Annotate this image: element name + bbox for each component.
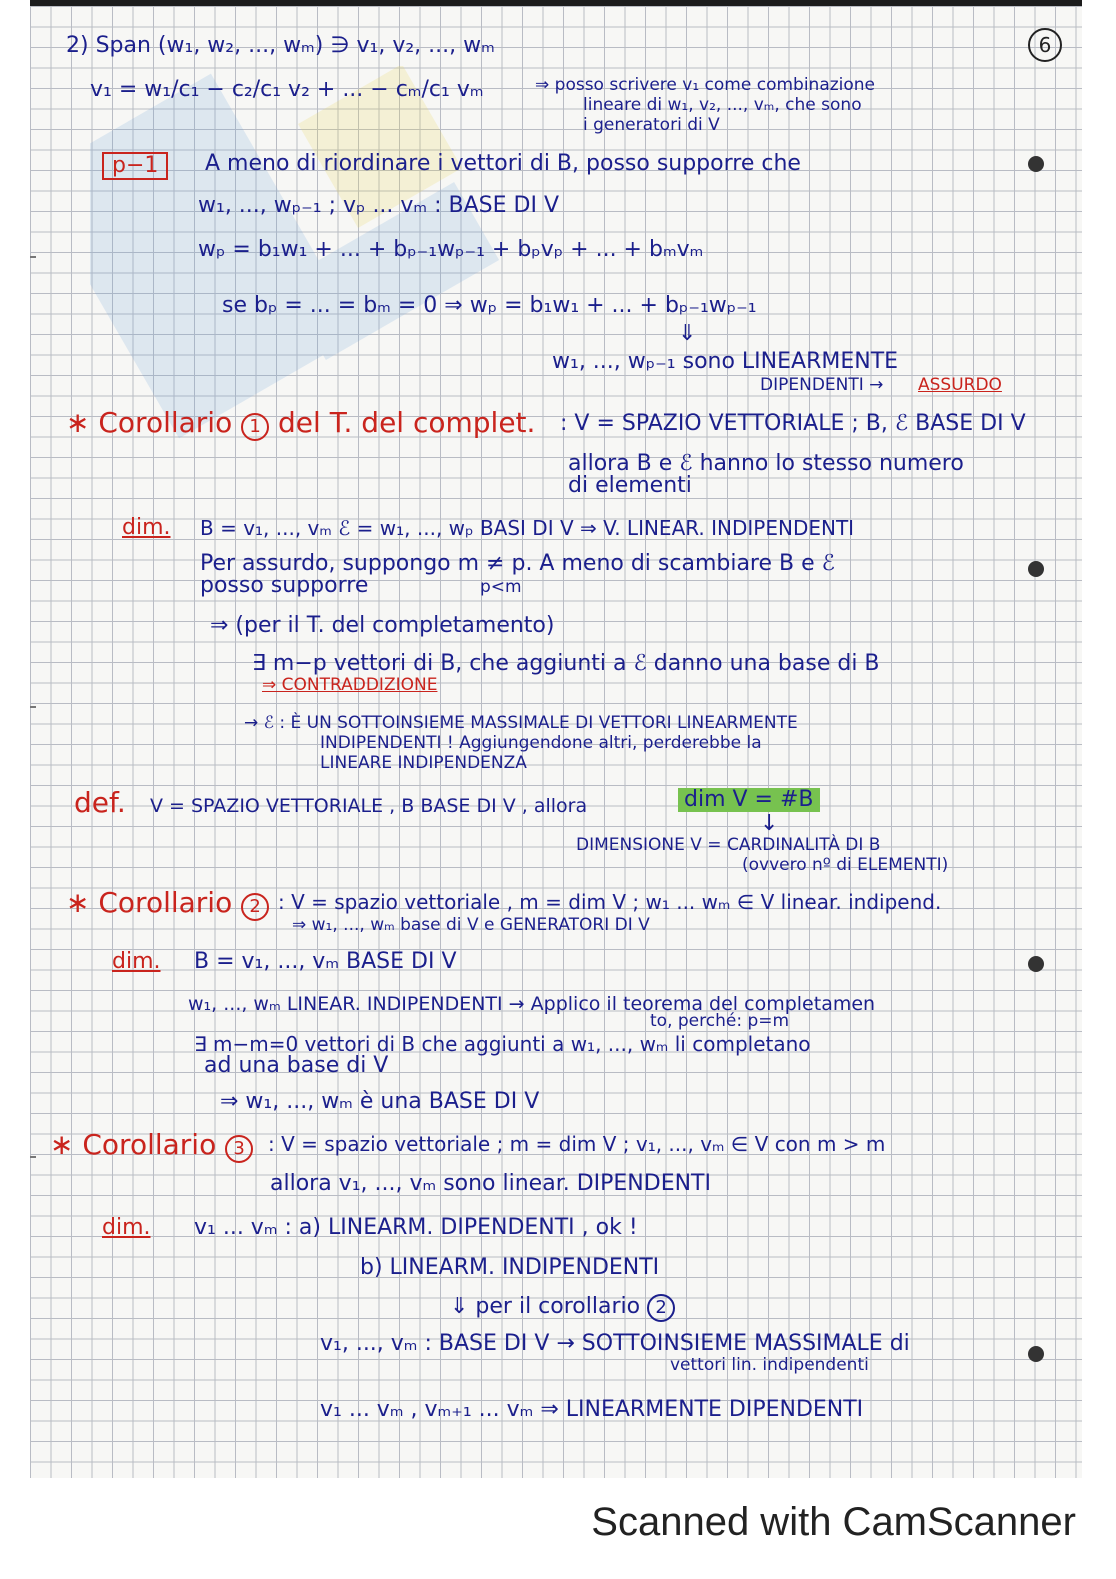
punch-hole	[1028, 561, 1044, 577]
text-line: v₁ ... vₘ , vₘ₊₁ ... vₘ ⇒ LINEARMENTE DIPENDENTI	[320, 1397, 864, 1422]
text-line: A meno di riordinare i vettori di B, posso supporre che	[205, 151, 801, 176]
corollary-reference: 2	[647, 1294, 675, 1322]
text-line: DIMENSIONE V = CARDINALITÀ DI B	[576, 835, 881, 855]
text-line: DIPENDENTI →	[760, 375, 884, 395]
contradiction-label: ⇒ CONTRADDIZIONE	[262, 675, 438, 695]
formula-line: wₚ = b₁w₁ + ... + bₚ₋₁wₚ₋₁ + bₚvₚ + ... + bₘvₘ	[198, 237, 704, 262]
text-line: LINEARE INDIPENDENZA	[320, 753, 527, 773]
page-number: 6	[1028, 28, 1062, 62]
text-line: ⇒ (per il T. del completamento)	[210, 613, 555, 638]
step-label-box: p−1	[102, 152, 168, 180]
definition-label: def.	[74, 786, 126, 819]
corollary-number: 3	[225, 1135, 253, 1163]
text-line: allora v₁, ..., vₘ sono linear. DIPENDENTI	[270, 1171, 711, 1196]
text-line: V = SPAZIO VETTORIALE , B BASE DI V , allora	[150, 795, 588, 817]
formula-line: se bₚ = ... = bₘ = 0 ⇒ wₚ = b₁w₁ + ... + bₚ₋₁wₚ₋₁	[222, 293, 757, 318]
text-line: w₁, ..., wₚ₋₁ sono LINEARMENTE	[552, 349, 899, 374]
down-arrow: ↓	[760, 811, 779, 836]
corollary-number: 1	[241, 413, 269, 441]
proof-label: dim.	[102, 1215, 151, 1240]
corollary-title: ∗ Corollario 2	[66, 888, 269, 921]
text-line: b) LINEARM. INDIPENDENTI	[360, 1255, 660, 1280]
text-line: ⇓ per il corollario 2	[450, 1294, 675, 1322]
margin-tick	[30, 1156, 36, 1158]
text-line: B = v₁, ..., vₘ BASE DI V	[194, 949, 457, 974]
text-line: allora B e ℰ hanno lo stesso numero	[568, 451, 964, 476]
text-line: w₁, ..., wₚ₋₁ ; vₚ ... vₘ : BASE DI V	[198, 193, 560, 218]
text-line: : V = spazio vettoriale ; m = dim V ; v₁, ..., vₘ ∈ V con m > m	[268, 1132, 886, 1156]
text-line: : V = SPAZIO VETTORIALE ; B, ℰ BASE DI V	[560, 411, 1026, 436]
corollary-number: 2	[241, 893, 269, 921]
punch-hole	[1028, 156, 1044, 172]
implies-arrow: ⇓	[678, 321, 697, 346]
text-line: i generatori di V	[583, 115, 720, 135]
text-line: ∃ m−m=0 vettori di B che aggiunti a w₁, ..., wₘ li completano	[194, 1032, 811, 1056]
text-line: ∃ m−p vettori di B, che aggiunti a ℰ danno una base di B	[252, 651, 880, 676]
notebook-page	[30, 0, 1082, 1478]
text-line: : V = spazio vettoriale , m = dim V ; w₁ ... wₘ ∈ V linear. indipend.	[278, 890, 942, 914]
punch-hole	[1028, 1346, 1044, 1362]
text-line: lineare di w₁, v₂, ..., vₘ, che sono	[583, 95, 862, 115]
punch-hole	[1028, 956, 1044, 972]
text-line: Per assurdo, suppongo m ≠ p. A meno di scambiare B e ℰ	[200, 551, 835, 576]
text-line: vettori lin. indipendenti	[670, 1355, 869, 1375]
conclusion-absurd: ASSURDO	[918, 375, 1002, 395]
margin-tick	[30, 256, 36, 258]
corollary-title: ∗ Corollario 3	[50, 1130, 253, 1163]
text-line: (ovvero nº di ELEMENTI)	[742, 855, 949, 875]
text-line: w₁, ..., wₘ LINEAR. INDIPENDENTI → Applico il teorema del completamen	[188, 993, 876, 1015]
text-line: ad una base di V	[204, 1053, 389, 1078]
text-line: posso supporre	[200, 573, 369, 598]
proof-label: dim.	[122, 515, 171, 540]
text-line: v₁, ..., vₘ : BASE DI V → SOTTOINSIEME MASSIMALE di	[320, 1331, 910, 1356]
text-line: p<m	[480, 577, 522, 597]
highlighted-definition: dim V = #B	[678, 788, 820, 812]
proof-label: dim.	[112, 949, 161, 974]
margin-tick	[30, 706, 36, 708]
text-line: B = v₁, ..., vₘ ℰ = w₁, ..., wₚ BASI DI V ⇒ V. LINEAR. INDIPENDENTI	[200, 516, 855, 540]
corollary-title: ∗ Corollario 1 del T. del complet.	[66, 406, 536, 439]
text-line: di elementi	[568, 473, 692, 498]
text-line: 2) Span (w₁, w₂, ..., wₘ) ∋ v₁, v₂, ..., wₘ	[66, 33, 495, 58]
text-line: ⇒ w₁, ..., wₘ base di V e GENERATORI DI V	[292, 915, 650, 935]
scanner-footer: Scanned with CamScanner	[591, 1500, 1076, 1544]
text-line: INDIPENDENTI ! Aggiungendone altri, perderebbe la	[320, 733, 762, 753]
text-line: ⇒ w₁, ..., wₘ è una BASE DI V	[220, 1089, 540, 1114]
formula-line: v₁ = w₁/c₁ − c₂/c₁ v₂ + ... − cₘ/c₁ vₘ	[90, 77, 484, 102]
text-line: v₁ ... vₘ : a) LINEARM. DIPENDENTI , ok !	[194, 1215, 638, 1240]
text-line: to, perché: p=m	[650, 1011, 790, 1031]
text-line: ⇒ posso scrivere v₁ come combinazione	[535, 75, 876, 95]
text-line: → ℰ : È UN SOTTOINSIEME MASSIMALE DI VETTORI LINEARMENTE	[244, 713, 798, 733]
